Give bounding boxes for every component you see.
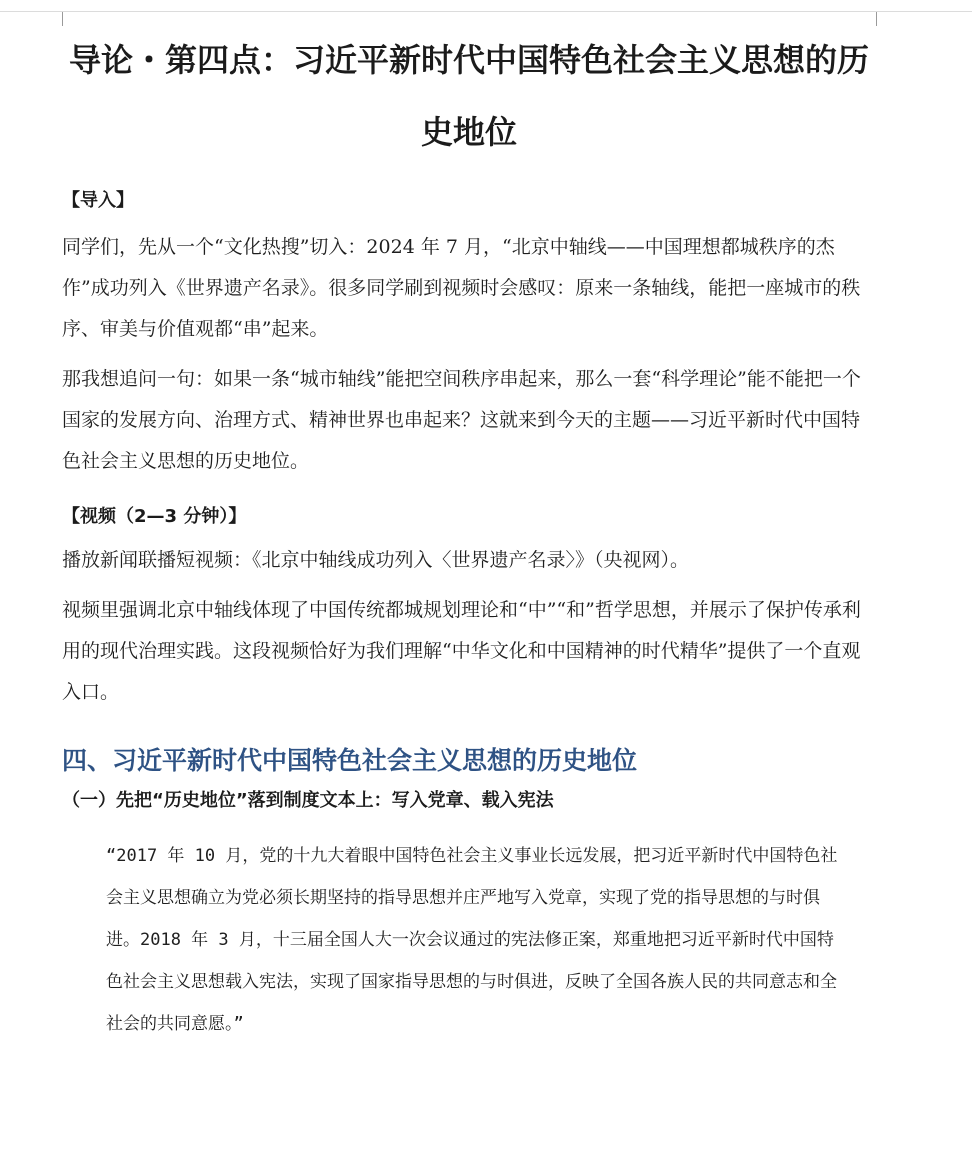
document-body	[62, 24, 876, 1045]
intro-label: 【导入】	[62, 190, 134, 211]
margin-corner-mark-left	[28, 12, 63, 26]
page-top-edge	[0, 11, 972, 12]
video-paragraph-1: 播放新闻联播短视频：《北京中轴线成功列入〈世界遗产名录〉》（央视网）。	[62, 549, 690, 571]
intro-paragraph-1: 同学们，先从一个“文化热搜”切入：2024 年 7 月，“北京中轴线——中国理想都城秩序的杰作”成功列入《世界遗产名录》。很多同学刷到视频时会感叹：原来一条轴线，能把一座城市的秩序、审美与价值观都“串”起来。	[62, 236, 861, 340]
section-heading: 四、习近平新时代中国特色社会主义思想的历史地位	[62, 746, 638, 775]
video-label: 【视频（2—3 分钟）】	[62, 506, 247, 527]
margin-corner-mark-right	[876, 12, 911, 26]
subsection-heading: （一）先把“历史地位”落到制度文本上：写入党章、载入宪法	[62, 790, 554, 811]
block-quote: “2017 年 10 月，党的十九大着眼中国特色社会主义事业长远发展，把习近平新时代中国特色社会主义思想确立为党必须长期坚持的指导思想并庄严地写入党章，实现了党的指导思想的与时俱进。2018 年 3 月，十三届全国人大一次会议通过的宪法修正案，郑重地把习近平新时代中国特色社会主义思想载入宪法，实现了国家指导思想的与时俱进，反映了全国各族人民的共同意志和全社会的共同意愿。”	[106, 846, 838, 1034]
document-title: 导论・第四点：习近平新时代中国特色社会主义思想的历史地位	[68, 41, 869, 151]
intro-paragraph-2: 那我想追问一句：如果一条“城市轴线”能把空间秩序串起来，那么一套“科学理论”能不能把一个国家的发展方向、治理方式、精神世界也串起来？这就来到今天的主题——习近平新时代中国特色社会主义思想的历史地位。	[62, 368, 861, 472]
video-paragraph-2: 视频里强调北京中轴线体现了中国传统都城规划理论和“中”“和”哲学思想，并展示了保护传承利用的现代治理实践。这段视频恰好为我们理解“中华文化和中国精神的时代精华”提供了一个直观入口。	[62, 599, 861, 703]
